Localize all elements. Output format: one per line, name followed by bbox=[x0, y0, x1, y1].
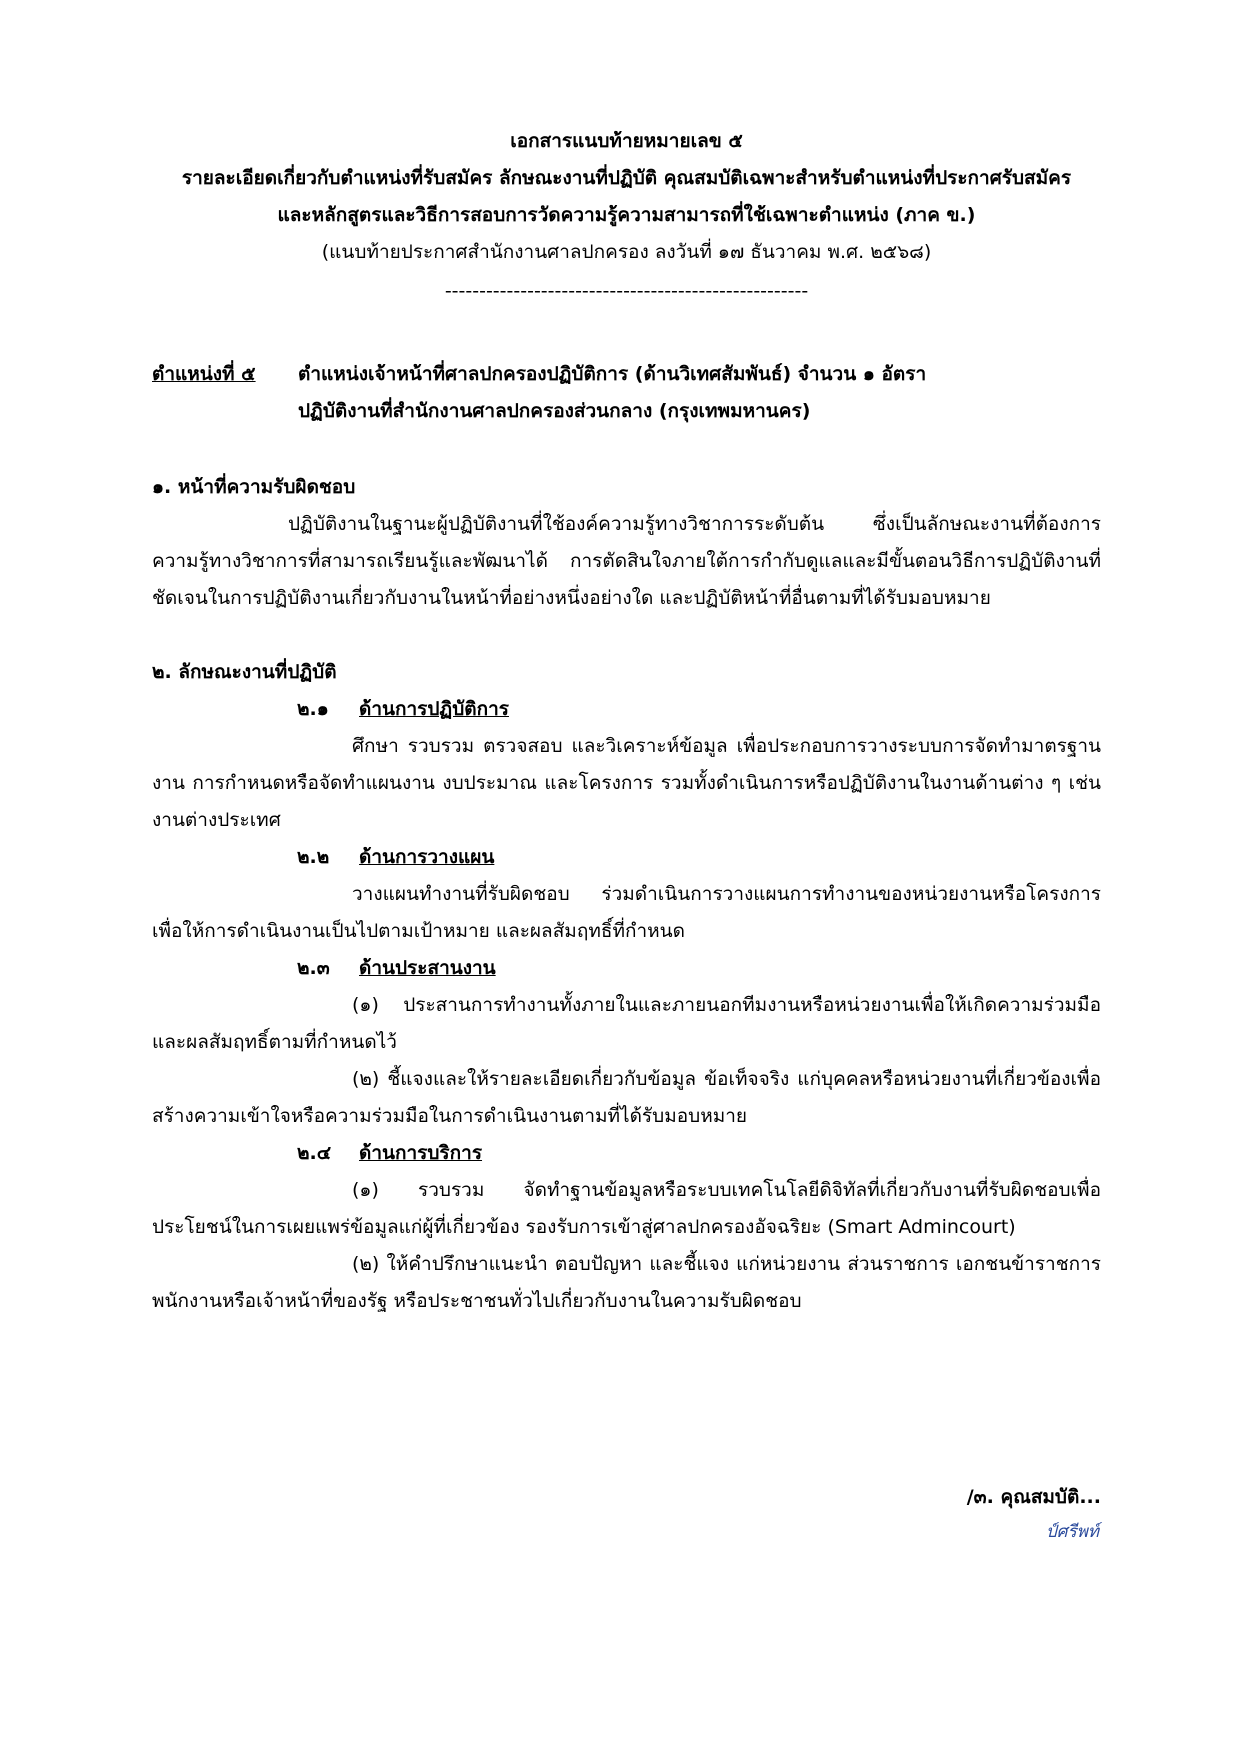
subsection-2-1-label: ด้านการปฏิบัติการ bbox=[359, 698, 509, 720]
subsection-2-2-heading bbox=[152, 839, 1101, 876]
subsection-2-4-label: ด้านการบริการ bbox=[359, 1142, 483, 1164]
subsection-2-3-heading bbox=[152, 950, 1101, 987]
section-1-title: ๑. หน้าที่ความรับผิดชอบ bbox=[152, 476, 356, 498]
subsection-2-3-item-1: (๑) ประสานการทำงานทั้งภายในและภายนอกทีมงานหรือหน่วยงานเพื่อให้เกิดความร่วมมือและผลสัมฤทธิ์ตามที่กำหนดไว้ bbox=[152, 994, 1101, 1053]
subsection-2-4-number: ๒.๔ bbox=[297, 1142, 332, 1164]
subsection-2-4-heading bbox=[152, 1135, 1101, 1172]
position-label: ตำแหน่งที่ ๕ bbox=[152, 363, 256, 385]
subsection-2-1-body: ศึกษา รวบรวม ตรวจสอบ และวิเคราะห์ข้อมูล เพื่อประกอบการวางระบบการจัดทำมาตรฐานงาน การกำหนดหรือจัดทำแผนงาน งบประมาณ และโครงการ รวมทั้งดำเนินการหรือปฏิบัติงานในงานด้านต่าง ๆ เช่น งานต่างประเทศ bbox=[152, 735, 1101, 831]
subsection-2-3-label: ด้านประสานงาน bbox=[359, 957, 496, 979]
next-page-marker: /๓. คุณสมบัติ... bbox=[966, 1486, 1101, 1508]
position-text bbox=[298, 356, 926, 430]
doc-title: เอกสารแนบท้ายหมายเลข ๕ bbox=[510, 130, 743, 152]
subsection-2-4-item-1: (๑) รวบรวม จัดทำฐานข้อมูลหรือระบบเทคโนโลยีดิจิทัลที่เกี่ยวกับงานที่รับผิดชอบเพื่อประโยชน์ในการเผยแพร่ข้อมูลแก่ผู้ที่เกี่ยวข้อง รองรับการเข้าสู่ศาลปกครองอัจฉริยะ (Smart Admincourt) bbox=[152, 1179, 1101, 1238]
subsection-2-3-number: ๒.๓ bbox=[297, 957, 330, 979]
signature-mark: ป์ศรีพท์ bbox=[1045, 1522, 1099, 1542]
section-1-body: ปฏิบัติงานในฐานะผู้ปฏิบัติงานที่ใช้องค์ความรู้ทางวิชาการระดับต้น ซึ่งเป็นลักษณะงานที่ต้องการความรู้ทางวิชาการที่สามารถเรียนรู้และพัฒนาได้ การตัดสินใจภายใต้การกำกับดูแลและมีขั้นตอนวิธีการปฏิบัติงานที่ชัดเจนในการปฏิบัติงานเกี่ยวกับงานในหน้าที่อย่างหนึ่งอย่างใด และปฏิบัติหน้าที่อื่นตามที่ได้รับมอบหมาย bbox=[152, 513, 1101, 609]
subsection-2-2-number: ๒.๒ bbox=[297, 846, 330, 868]
doc-subtitle-1: รายละเอียดเกี่ยวกับตำแหน่งที่รับสมัคร ลักษณะงานที่ปฏิบัติ คุณสมบัติเฉพาะสำหรับตำแหน่งที่ประกาศรับสมัคร bbox=[181, 167, 1072, 189]
subsection-2-1-number: ๒.๑ bbox=[297, 698, 329, 720]
header-divider: ----------------------------------------------------- bbox=[444, 280, 809, 302]
section-2-title: ๒. ลักษณะงานที่ปฏิบัติ bbox=[152, 661, 337, 683]
subsection-2-4-item-2: (๒) ให้คำปรึกษาแนะนำ ตอบปัญหา และชี้แจง แก่หน่วยงาน ส่วนราชการ เอกชนข้าราชการ พนักงานหรือเจ้าหน้าที่ของรัฐ หรือประชาชนทั่วไปเกี่ยวกับงานในความรับผิดชอบ bbox=[152, 1253, 1101, 1312]
position-title: ตำแหน่งเจ้าหน้าที่ศาลปกครองปฏิบัติการ (ด้านวิเทศสัมพันธ์) จำนวน ๑ อัตรา bbox=[298, 363, 927, 385]
position-block bbox=[152, 356, 1101, 430]
subsection-2-2-body: วางแผนทำงานที่รับผิดชอบ ร่วมดำเนินการวางแผนการทำงานของหน่วยงานหรือโครงการเพื่อให้การดำเนินงานเป็นไปตามเป้าหมาย และผลสัมฤทธิ์ที่กำหนด bbox=[152, 883, 1101, 942]
position-location: ปฏิบัติงานที่สำนักงานศาลปกครองส่วนกลาง (กรุงเทพมหานคร) bbox=[298, 400, 811, 422]
subsection-2-3-item-2: (๒) ชี้แจงและให้รายละเอียดเกี่ยวกับข้อมูล ข้อเท็จจริง แก่บุคคลหรือหน่วยงานที่เกี่ยวข้องเพื่อสร้างความเข้าใจหรือความร่วมมือในการดำเนินงานตามที่ได้รับมอบหมาย bbox=[152, 1068, 1101, 1127]
doc-reference: (แนบท้ายประกาศสำนักงานศาลปกครอง ลงวันที่ ๑๗ ธันวาคม พ.ศ. ๒๕๖๘) bbox=[321, 241, 932, 263]
doc-subtitle-2: และหลักสูตรและวิธีการสอบการวัดความรู้ความสามารถที่ใช้เฉพาะตำแหน่ง (ภาค ข.) bbox=[277, 204, 976, 226]
subsection-2-1-heading bbox=[152, 691, 1101, 728]
subsection-2-2-label: ด้านการวางแผน bbox=[359, 846, 495, 868]
